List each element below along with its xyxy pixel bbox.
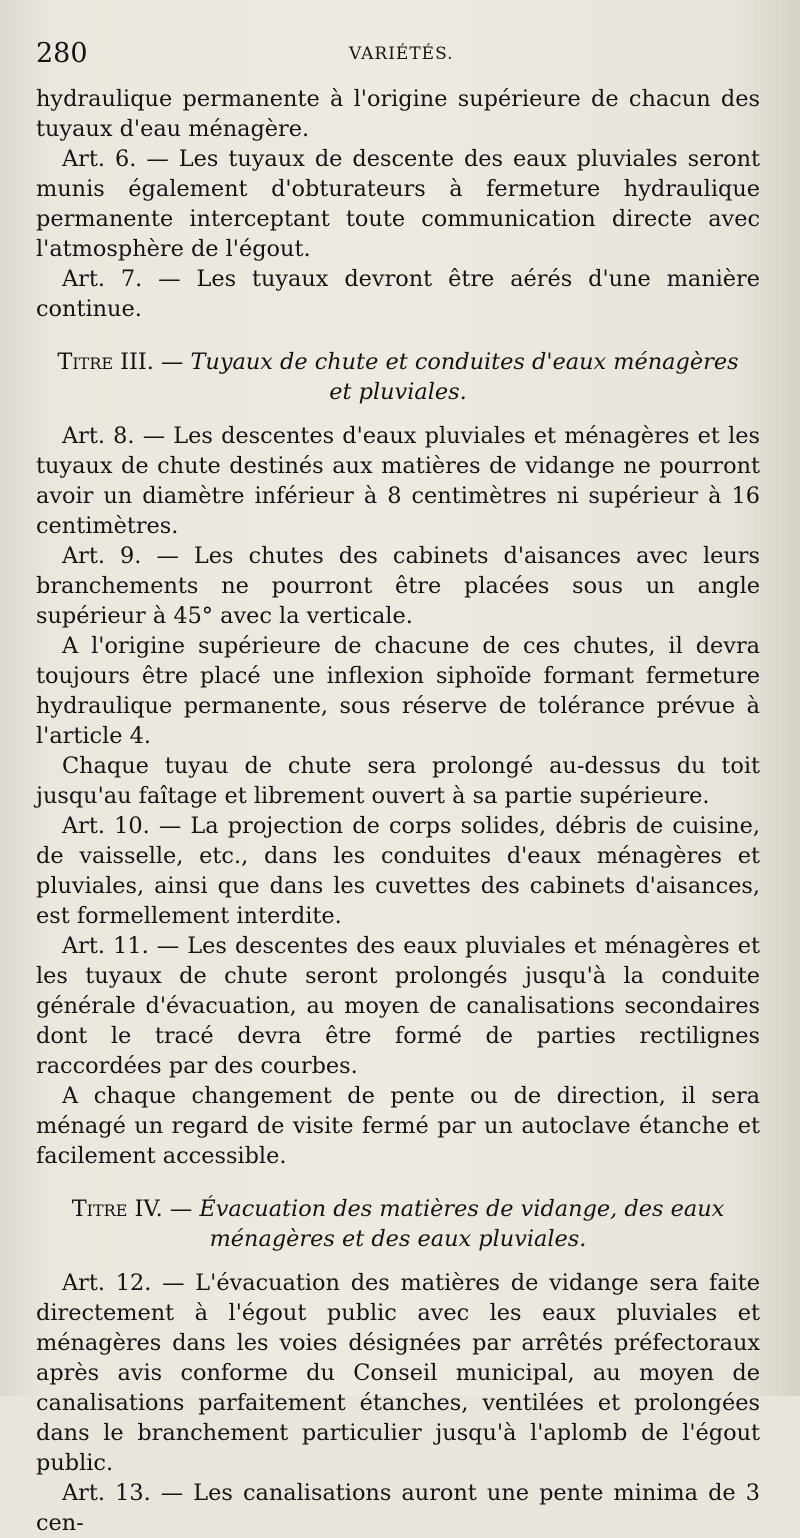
article-9-paragraph-2: A l'origine supérieure de chacune de ces chutes, il devra toujours être placé une inflexion siphoïde formant fermeture hydraulique permanente, sous réserve de tolérance prévue à l'article 4.: [36, 633, 760, 749]
article-11: Art. 11. — Les descentes des eaux pluviales et ménagères et les tuyaux de chute seront prolongés jusqu'à la conduite générale d'évacuation, au moyen de canalisations secondaires dont le tracé devra être formé de parties rectilignes raccordées par des courbes.: [36, 933, 760, 1079]
titre-label: Titre III.: [57, 349, 154, 375]
titre-dash: —: [162, 1196, 200, 1222]
section-heading-titre-3: [54, 347, 742, 407]
article-6: Art. 6. — Les tuyaux de descente des eaux pluviales seront munis également d'obturateurs à fermeture hydraulique permanente interceptant toute communication directe avec l'atmosphère de l'égout.: [36, 146, 760, 262]
article-7: Art. 7. — Les tuyaux devront être aérés d'une manière continue.: [36, 266, 760, 322]
paragraph-continuation: hydraulique permanente à l'origine supérieure de chacun des tuyaux d'eau ménagère.: [36, 86, 760, 142]
titre-label: Titre IV.: [71, 1196, 163, 1222]
article-13: Art. 13. — Les canalisations auront une pente minima de 3 cen-: [36, 1480, 760, 1536]
article-9-paragraph-3: Chaque tuyau de chute sera prolongé au-dessus du toit jusqu'au faîtage et librement ouvert à sa partie supérieure.: [36, 753, 760, 809]
article-9: Art. 9. — Les chutes des cabinets d'aisances avec leurs branchements ne pourront être placées sous un angle supérieur à 45° avec la verticale.: [36, 543, 760, 629]
section-heading-titre-4: [54, 1194, 742, 1254]
article-12: Art. 12. — L'évacuation des matières de vidange sera faite directement à l'égout public avec les eaux pluviales et ménagères dans les voies désignées par arrêtés préfectoraux après avis conforme du Conseil municipal, au moyen de canalisations parfaitement étanches, ventilées et prolongées dans le branchement particulier jusqu'à l'aplomb de l'égout public.: [36, 1270, 760, 1476]
titre-subject: Tuyaux de chute et conduites d'eaux ménagères et pluviales.: [190, 349, 739, 405]
page-number: 280: [36, 38, 88, 69]
body-text: [36, 84, 760, 1538]
article-8: Art. 8. — Les descentes d'eaux pluviales et ménagères et les tuyaux de chute destinés aux matières de vidange ne pourront avoir un diamètre inférieur à 8 centimètres ni supérieur à 16 centimètres.: [36, 423, 760, 539]
article-11-paragraph-2: A chaque changement de pente ou de direction, il sera ménagé un regard de visite fermé par un autoclave étanche et facilement accessible.: [36, 1083, 760, 1169]
titre-dash: —: [153, 349, 191, 375]
titre-subject: Évacuation des matières de vidange, des eaux ménagères et des eaux pluviales.: [199, 1196, 725, 1252]
running-head: [36, 34, 760, 84]
article-10: Art. 10. — La projection de corps solides, débris de cuisine, de vaisselle, etc., dans les conduites d'eaux ménagères et pluviales, ainsi que dans les cuvettes des cabinets d'aisances, est formellement interdite.: [36, 813, 760, 929]
running-title: VARIÉTÉS.: [349, 44, 454, 64]
